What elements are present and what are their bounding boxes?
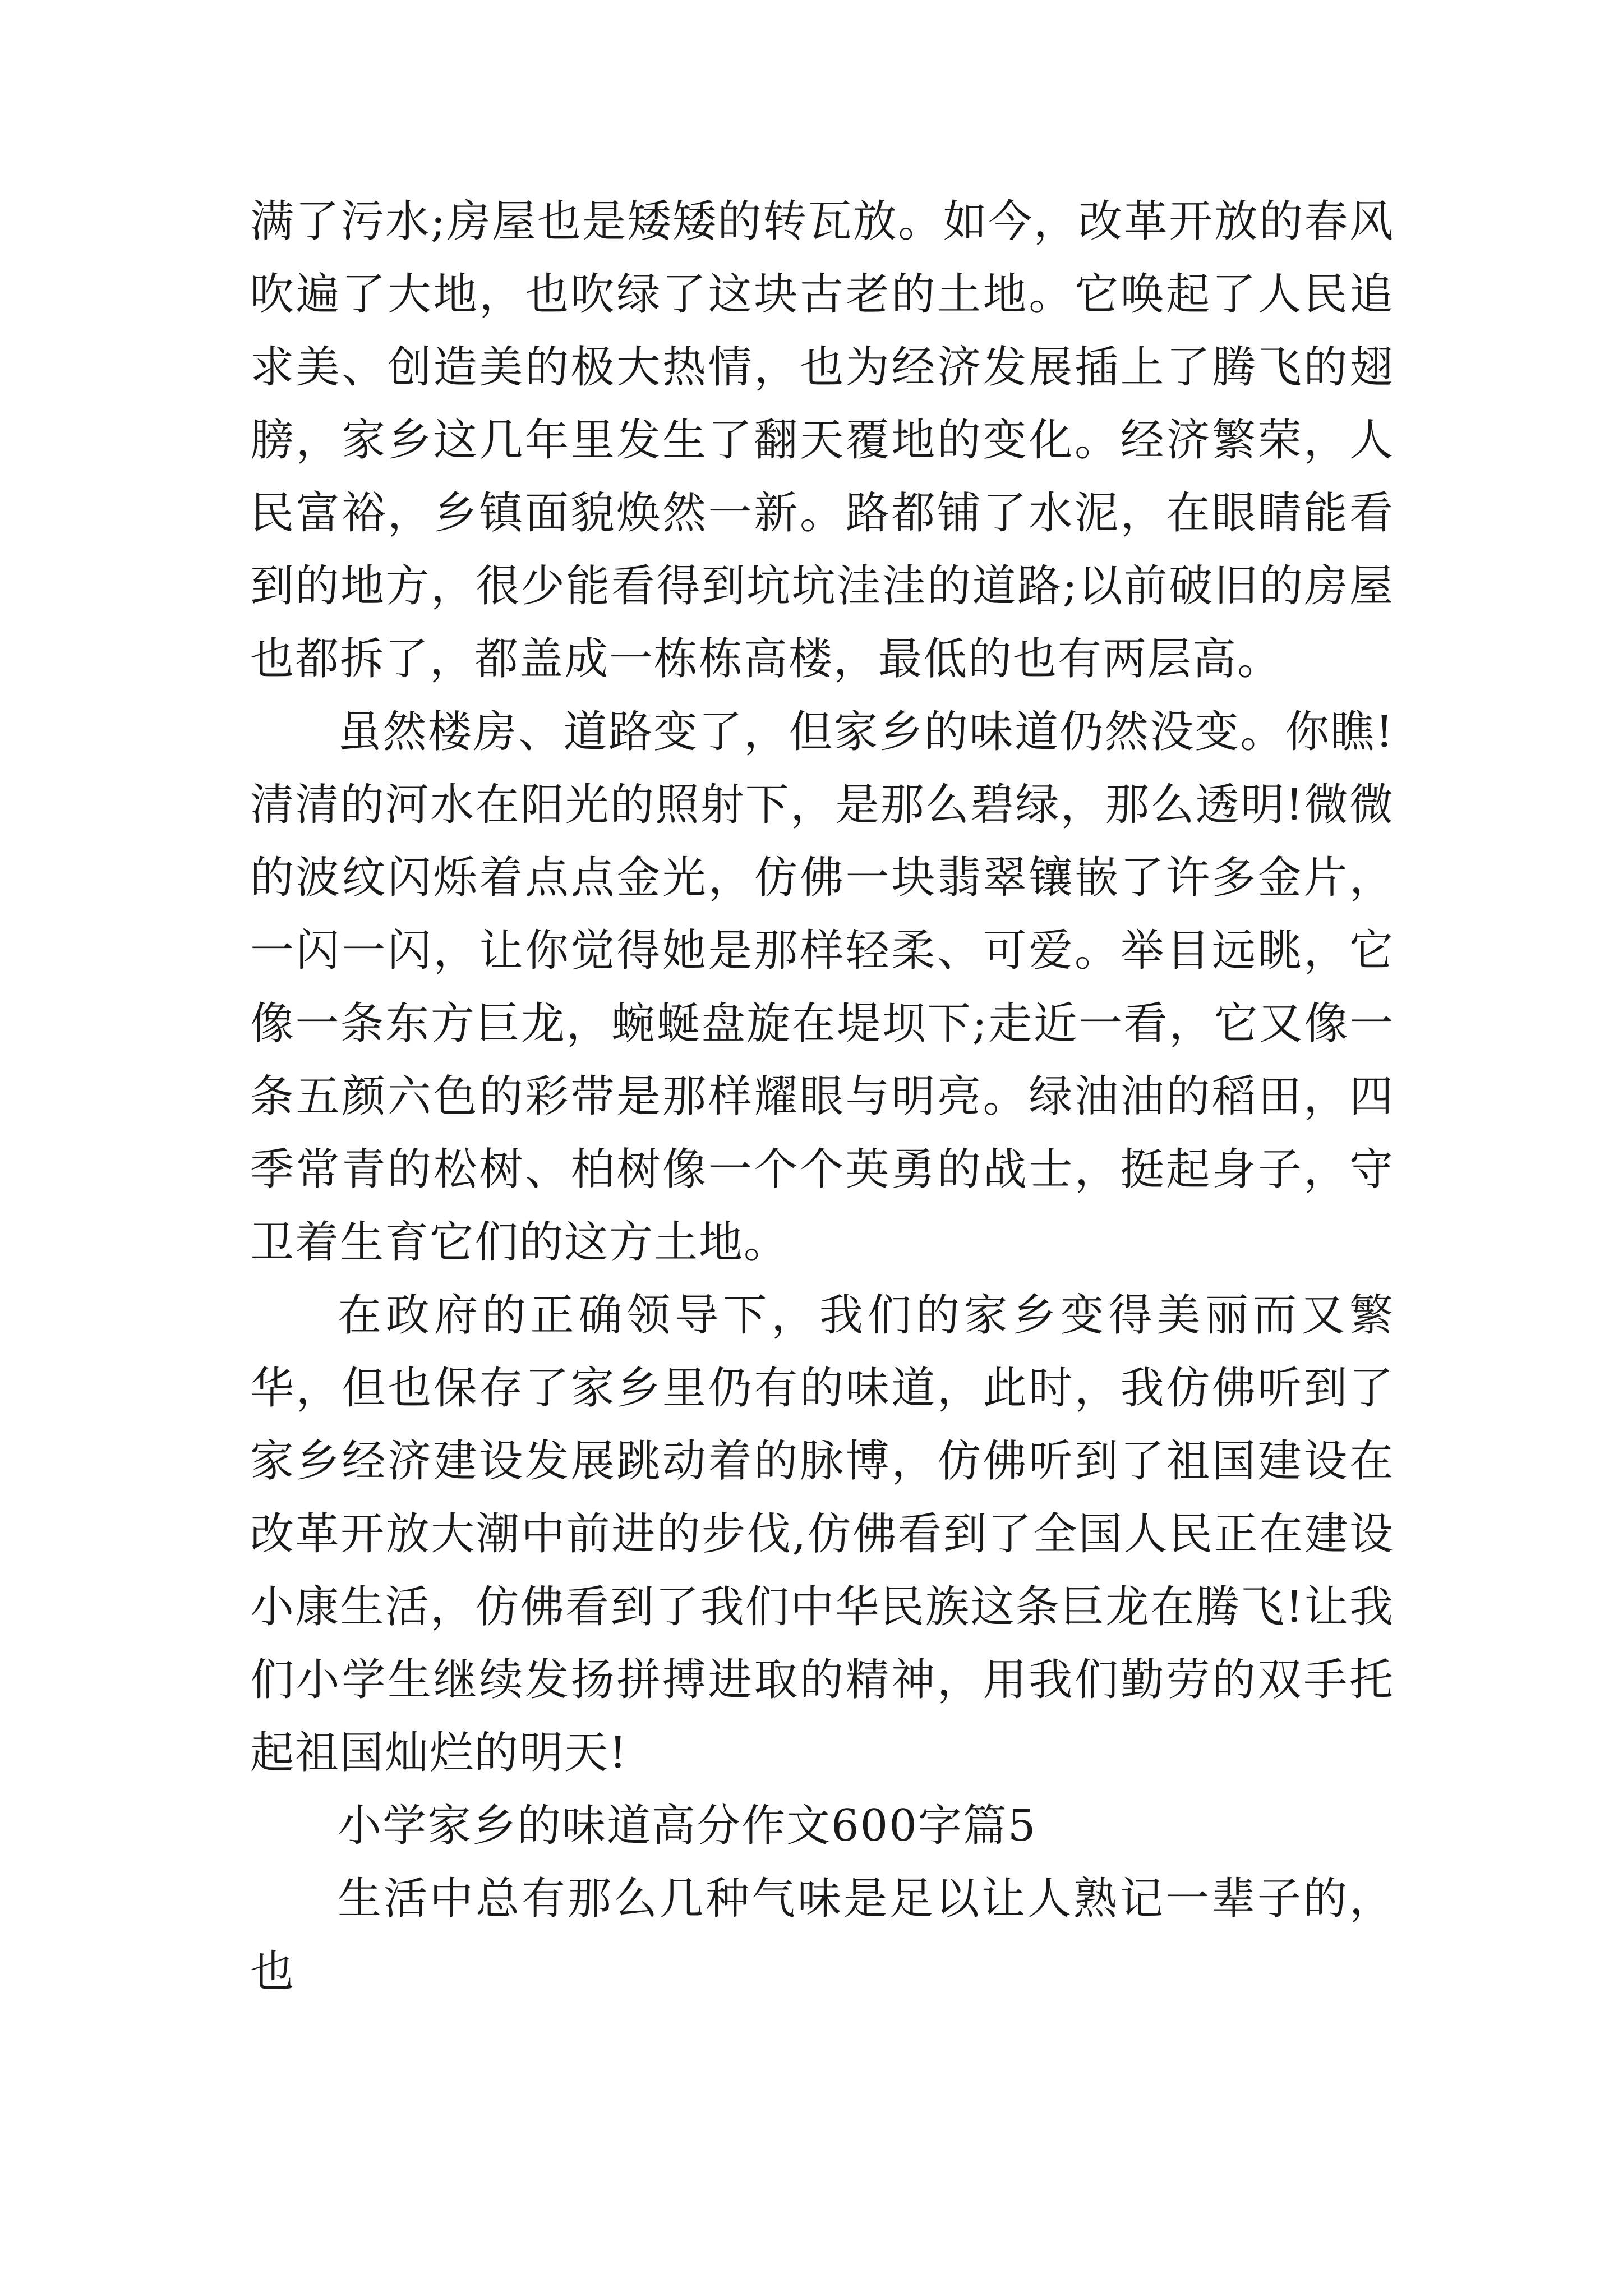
section-heading: 小学家乡的味道高分作文600字篇5 xyxy=(338,1801,1037,1851)
paragraph-3: 在政府的正确领导下，我们的家乡变得美丽而又繁华，但也保存了家乡里仍有的味道，此时，我仿佛听到了家乡经济建设发展跳动着的脉博，仿佛听到了祖国建设在改革开放大潮中前进的步伐,仿佛看到了全国人民正在建设小康生活，仿佛看到了我们中华民族这条巨龙在腾飞!让我们小学生继续发扬拼搏进取的精神，用我们勤劳的双手托起祖国灿烂的明天! xyxy=(250,1290,1394,1778)
paragraph-2: 虽然楼房、道路变了，但家乡的味道仍然没变。你瞧!清清的河水在阳光的照射下，是那么碧绿，那么透明!微微的波纹闪烁着点点金光，仿佛一块翡翠镶嵌了许多金片，一闪一闪，让你觉得她是那样轻柔、可爱。举目远眺，它像一条东方巨龙，蜿蜒盘旋在堤坝下;走近一看，它又像一条五颜六色的彩带是那样耀眼与明亮。绿油油的稻田，四季常青的松树、柏树像一个个英勇的战士，挺起身子，守卫着生育它们的这方土地。 xyxy=(250,707,1394,1268)
paragraph-4: 生活中总有那么几种气味是足以让人熟记一辈子的，也 xyxy=(250,1874,1394,1997)
document-body xyxy=(250,185,1394,2008)
paragraph-1: 满了污水;房屋也是矮矮的转瓦放。如今，改革开放的春风吹遍了大地，也吹绿了这块古老的土地。它唤起了人民追求美、创造美的极大热情，也为经济发展插上了腾飞的翅膀，家乡这几年里发生了翻天覆地的变化。经济繁荣，人民富裕，乡镇面貌焕然一新。路都铺了水泥，在眼睛能看到的地方，很少能看得到坑坑洼洼的道路;以前破旧的房屋也都拆了，都盖成一栋栋高楼，最低的也有两层高。 xyxy=(250,196,1394,684)
